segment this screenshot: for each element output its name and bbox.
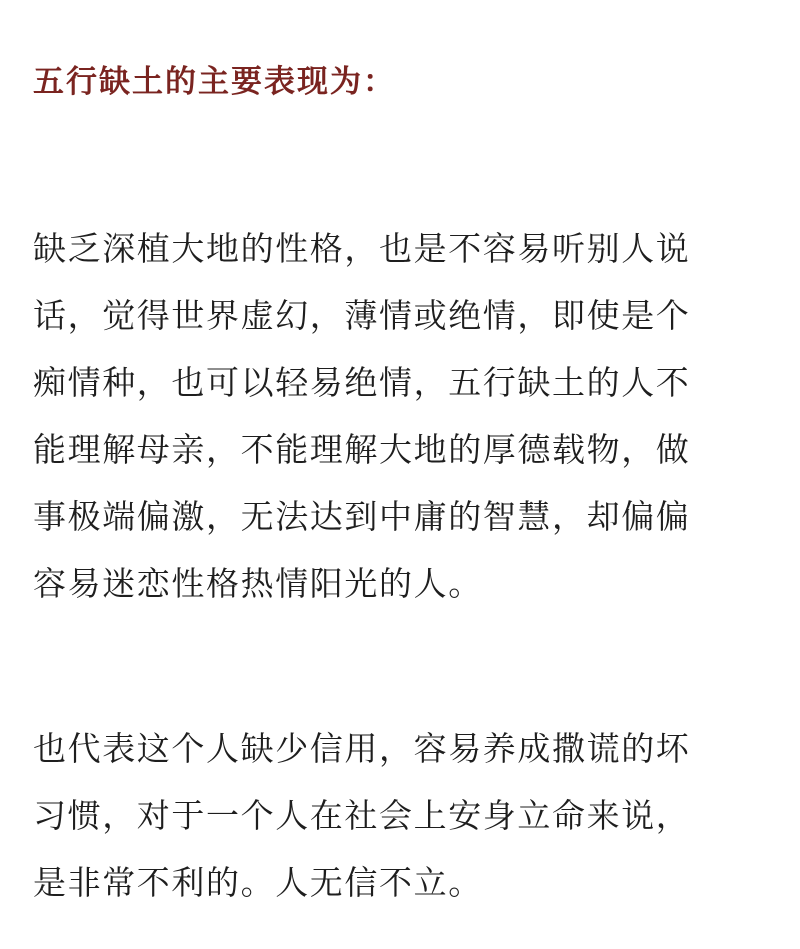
paragraph-line: 痴情种，也可以轻易绝情，五行缺土的人不 [33, 363, 691, 402]
paragraph-line: 话，觉得世界虚幻，薄情或绝情，即使是个 [33, 296, 691, 335]
paragraph-line: 习惯，对于一个人在社会上安身立命来说， [33, 796, 691, 835]
paragraph-2 [33, 715, 773, 916]
paragraph-line: 能理解母亲，不能理解大地的厚德载物，做 [33, 430, 691, 469]
paragraph-1 [33, 215, 773, 617]
paragraph-line: 也代表这个人缺少信用，容易养成撒谎的坏 [33, 729, 691, 768]
section-heading: 五行缺土的主要表现为： [33, 64, 396, 100]
paragraph-line: 是非常不利的。人无信不立。 [33, 863, 483, 902]
paragraph-line: 缺乏深植大地的性格，也是不容易听别人说 [33, 229, 691, 268]
paragraph-line: 事极端偏激，无法达到中庸的智慧，却偏偏 [33, 497, 691, 536]
paragraph-line: 容易迷恋性格热情阳光的人。 [33, 564, 483, 603]
